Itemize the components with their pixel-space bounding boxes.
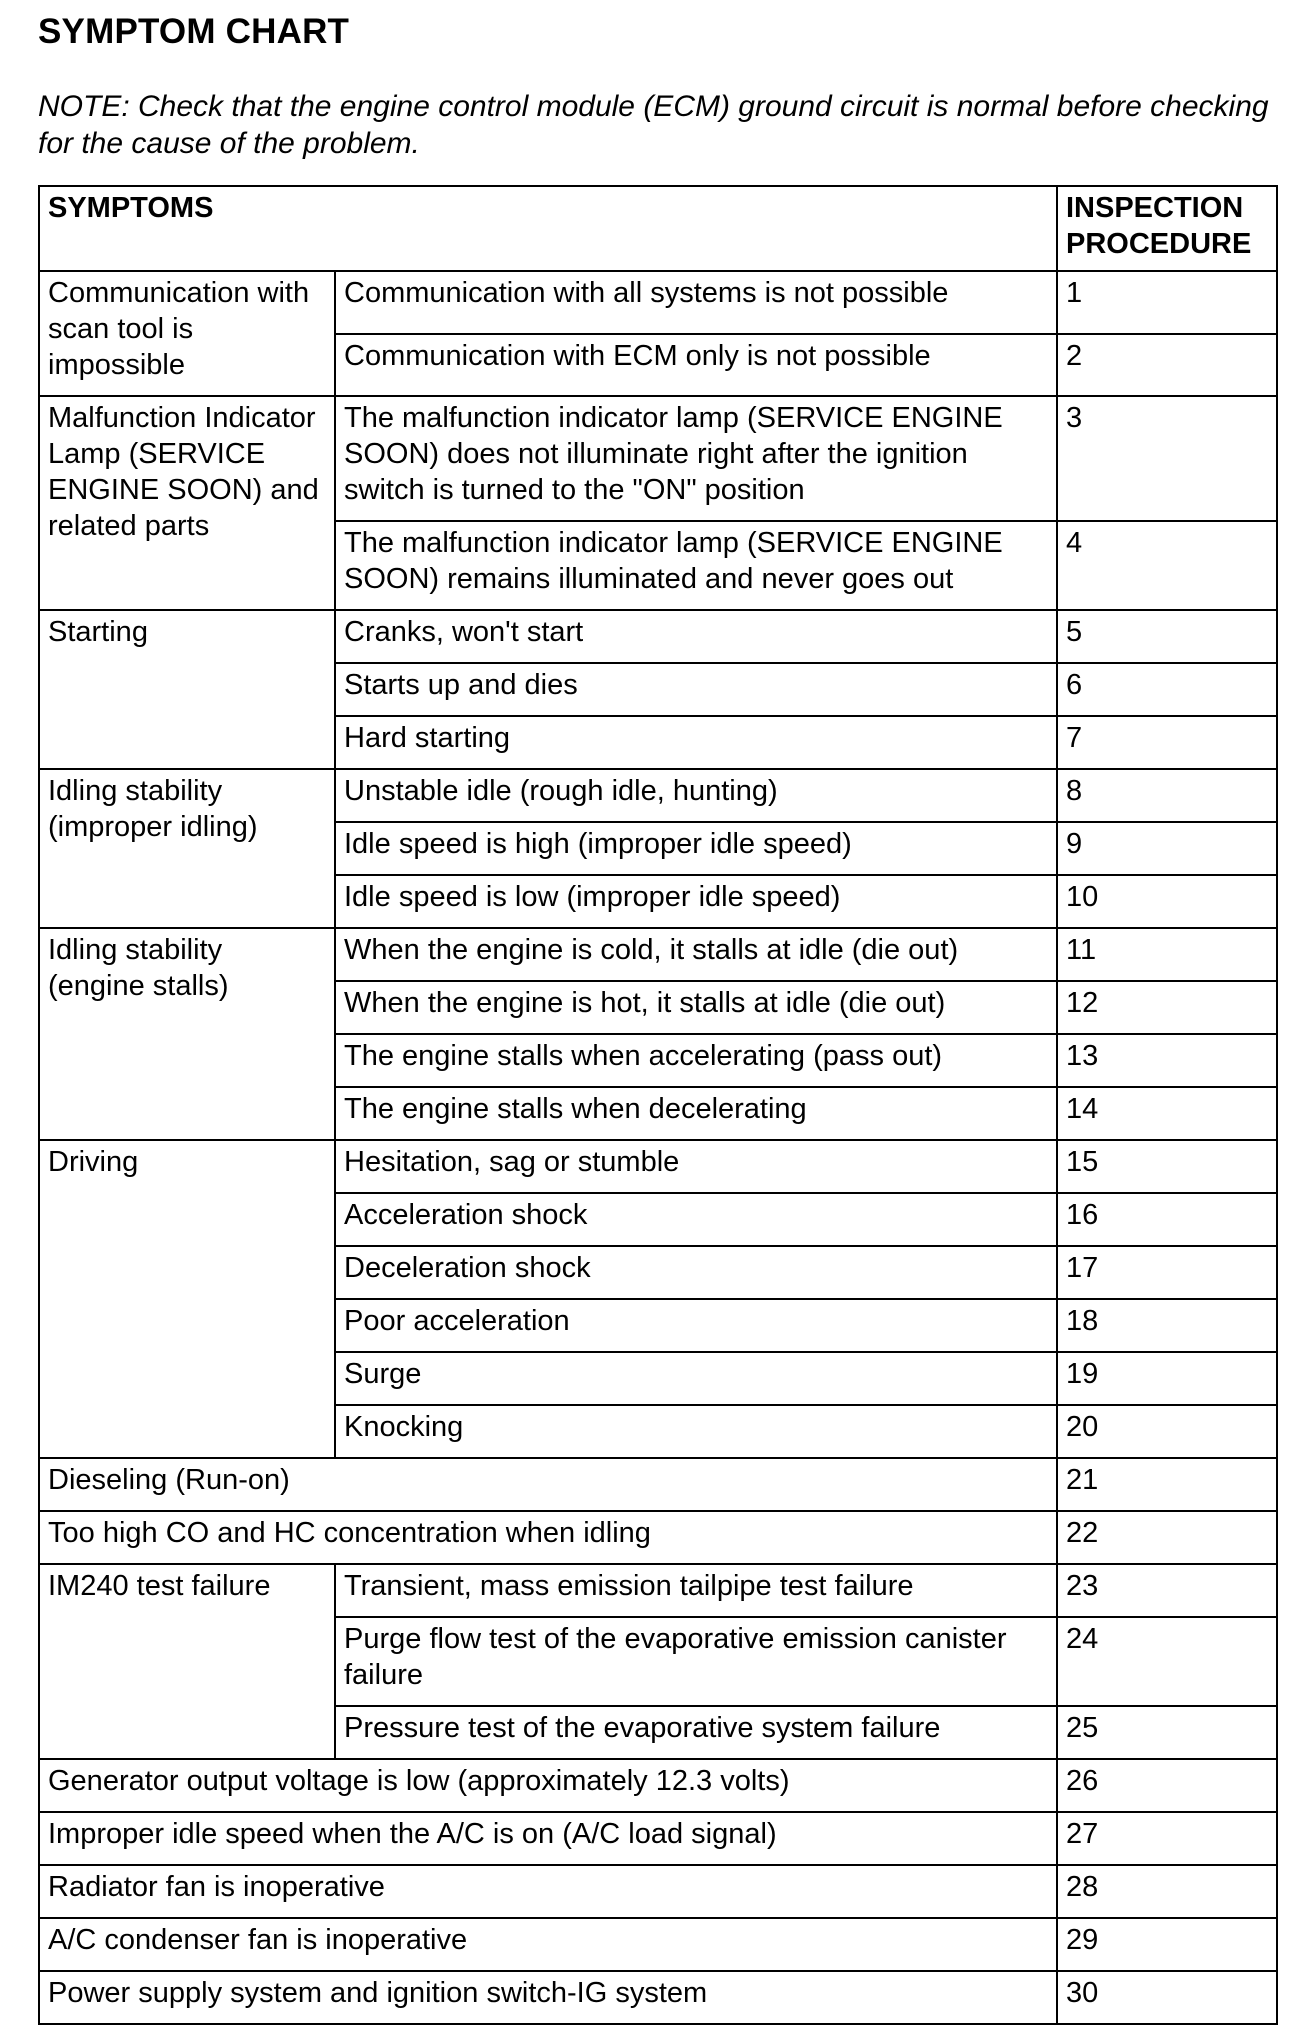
procedure-cell: 3	[1057, 396, 1277, 521]
procedure-cell: 27	[1057, 1812, 1277, 1865]
procedure-cell: 2	[1057, 334, 1277, 397]
procedure-cell: 22	[1057, 1511, 1277, 1564]
category-cell: Idling stability (engine stalls)	[39, 928, 335, 1140]
procedure-cell: 28	[1057, 1865, 1277, 1918]
table-row	[39, 1865, 1277, 1918]
procedure-cell: 14	[1057, 1087, 1277, 1140]
table-row	[39, 1458, 1277, 1511]
procedure-cell: 5	[1057, 610, 1277, 663]
symptom-cell: Generator output voltage is low (approximately 12.3 volts)	[39, 1759, 1057, 1812]
symptom-cell: Power supply system and ignition switch-IG system	[39, 1971, 1057, 2024]
symptom-cell: Deceleration shock	[335, 1246, 1057, 1299]
procedure-cell: 8	[1057, 769, 1277, 822]
symptom-cell: Transient, mass emission tailpipe test failure	[335, 1564, 1057, 1617]
procedure-cell: 12	[1057, 981, 1277, 1034]
procedure-cell: 29	[1057, 1918, 1277, 1971]
symptom-cell: Hard starting	[335, 716, 1057, 769]
procedure-cell: 6	[1057, 663, 1277, 716]
symptom-cell: The engine stalls when accelerating (pass out)	[335, 1034, 1057, 1087]
procedure-cell: 24	[1057, 1617, 1277, 1706]
symptom-cell: Hesitation, sag or stumble	[335, 1140, 1057, 1193]
symptom-cell: Purge flow test of the evaporative emission canister failure	[335, 1617, 1057, 1706]
procedure-cell: 1	[1057, 271, 1277, 334]
table-row	[39, 1564, 1277, 1617]
symptom-cell: The malfunction indicator lamp (SERVICE ENGINE SOON) does not illuminate right after the ignition switch is turned to the "ON" position	[335, 396, 1057, 521]
procedure-cell: 7	[1057, 716, 1277, 769]
table-row	[39, 396, 1277, 521]
procedure-cell: 25	[1057, 1706, 1277, 1759]
table-row	[39, 1140, 1277, 1193]
category-cell: Communication with scan tool is impossible	[39, 271, 335, 396]
table-row	[39, 271, 1277, 334]
symptom-cell: The engine stalls when decelerating	[335, 1087, 1057, 1140]
symptom-cell: When the engine is hot, it stalls at idle (die out)	[335, 981, 1057, 1034]
category-cell: Malfunction Indicator Lamp (SERVICE ENGINE SOON) and related parts	[39, 396, 335, 610]
procedure-cell: 9	[1057, 822, 1277, 875]
table-row	[39, 769, 1277, 822]
symptom-cell: Idle speed is low (improper idle speed)	[335, 875, 1057, 928]
procedure-cell: 20	[1057, 1405, 1277, 1458]
symptom-cell: Acceleration shock	[335, 1193, 1057, 1246]
symptom-table	[38, 185, 1278, 2025]
procedure-cell: 30	[1057, 1971, 1277, 2024]
header-inspection-procedure: INSPECTION PROCEDURE	[1057, 186, 1277, 271]
symptom-cell: Pressure test of the evaporative system failure	[335, 1706, 1057, 1759]
symptom-cell: Unstable idle (rough idle, hunting)	[335, 769, 1057, 822]
procedure-cell: 19	[1057, 1352, 1277, 1405]
procedure-cell: 11	[1057, 928, 1277, 981]
symptom-cell: Starts up and dies	[335, 663, 1057, 716]
symptom-cell: Improper idle speed when the A/C is on (A/C load signal)	[39, 1812, 1057, 1865]
procedure-cell: 21	[1057, 1458, 1277, 1511]
note-text: NOTE: Check that the engine control module (ECM) ground circuit is normal before checking for the cause of the problem.	[38, 90, 1269, 160]
procedure-cell: 4	[1057, 521, 1277, 610]
procedure-cell: 16	[1057, 1193, 1277, 1246]
symptom-cell: Communication with all systems is not possible	[335, 271, 1057, 334]
category-cell: Starting	[39, 610, 335, 769]
header-symptoms: SYMPTOMS	[39, 186, 1057, 271]
procedure-cell: 15	[1057, 1140, 1277, 1193]
category-cell: IM240 test failure	[39, 1564, 335, 1759]
table-header-row	[39, 186, 1277, 271]
symptom-cell: Knocking	[335, 1405, 1057, 1458]
symptom-cell: Cranks, won't start	[335, 610, 1057, 663]
table-row	[39, 928, 1277, 981]
symptom-cell: Too high CO and HC concentration when idling	[39, 1511, 1057, 1564]
symptom-cell: The malfunction indicator lamp (SERVICE ENGINE SOON) remains illuminated and never goes out	[335, 521, 1057, 610]
table-row	[39, 610, 1277, 663]
table-row	[39, 1511, 1277, 1564]
procedure-cell: 18	[1057, 1299, 1277, 1352]
symptom-cell: When the engine is cold, it stalls at idle (die out)	[335, 928, 1057, 981]
table-row	[39, 1971, 1277, 2024]
category-cell: Driving	[39, 1140, 335, 1458]
symptom-cell: Radiator fan is inoperative	[39, 1865, 1057, 1918]
category-cell: Idling stability (improper idling)	[39, 769, 335, 928]
table-row	[39, 1918, 1277, 1971]
table-body	[39, 271, 1277, 2024]
symptom-cell: Idle speed is high (improper idle speed)	[335, 822, 1057, 875]
procedure-cell: 23	[1057, 1564, 1277, 1617]
procedure-cell: 10	[1057, 875, 1277, 928]
procedure-cell: 13	[1057, 1034, 1277, 1087]
symptom-cell: Poor acceleration	[335, 1299, 1057, 1352]
procedure-cell: 17	[1057, 1246, 1277, 1299]
procedure-cell: 26	[1057, 1759, 1277, 1812]
symptom-cell: Dieseling (Run-on)	[39, 1458, 1057, 1511]
symptom-cell: Surge	[335, 1352, 1057, 1405]
symptom-cell: A/C condenser fan is inoperative	[39, 1918, 1057, 1971]
table-row	[39, 1812, 1277, 1865]
table-row	[39, 1759, 1277, 1812]
symptom-cell: Communication with ECM only is not possible	[335, 334, 1057, 397]
page-title: SYMPTOM CHART	[38, 12, 350, 51]
